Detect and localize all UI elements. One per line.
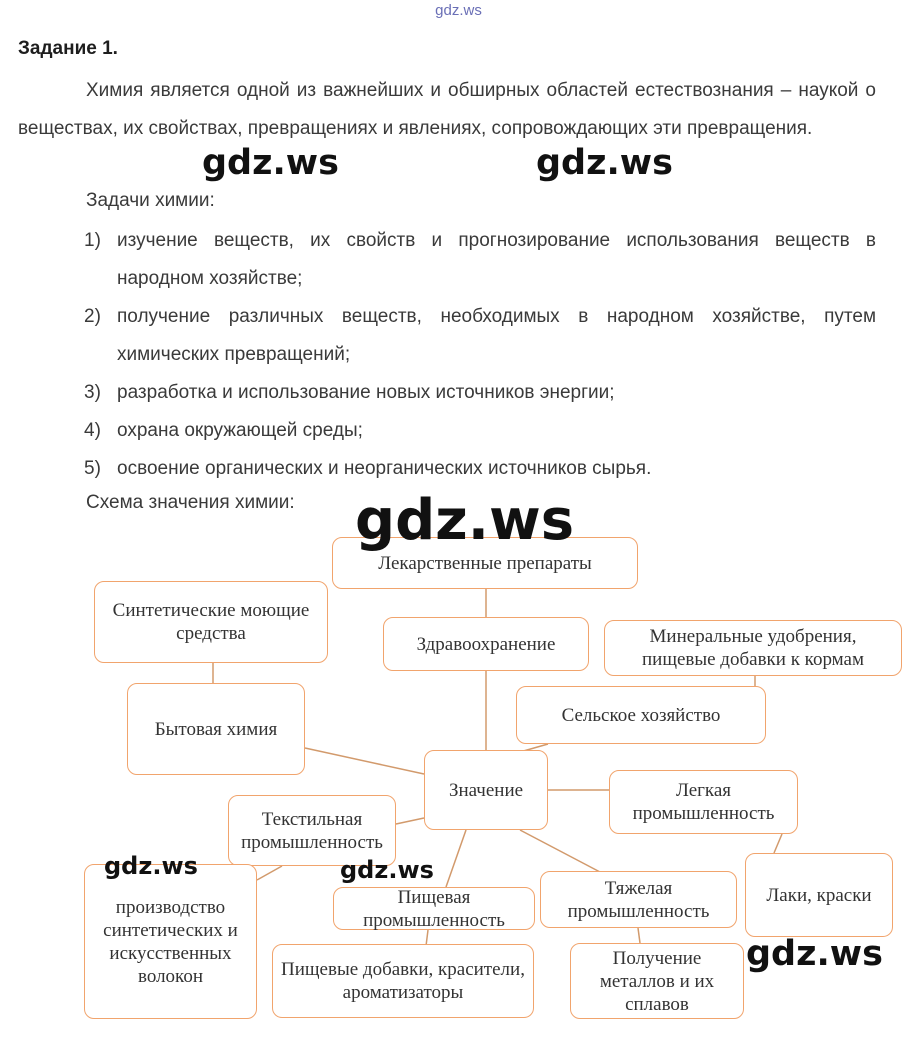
diagram-box-medicines: Лекарственные препараты [332,537,638,589]
top-watermark: gdz.ws [435,2,482,19]
connector [774,834,782,853]
watermark: gdz.ws [340,856,434,884]
intro-paragraph: Химия является одной из важнейших и обширных областей естествознания – наукой о веществах, их свойствах, превращениях и явлениях, сопровождающих эти превращения. [18,80,876,139]
diagram-box-fertilizers: Минеральные удобрения, пищевые добавки к кормам [604,620,902,676]
diagram-box-synthetic-detergents: Синтетические моющие средства [94,581,328,663]
connector [638,928,640,943]
list-item: 1) изучение веществ, их свойств и прогнозирование использования веществ в народном хозяйстве; [84,230,876,289]
connector [257,866,282,880]
connector [396,818,424,824]
list-item: 4) охрана окружающей среды; [84,420,363,441]
task-title: Задание 1. [18,38,118,59]
diagram-box-healthcare: Здравоохранение [383,617,589,671]
watermark: gdz.ws [104,852,198,880]
watermark: gdz.ws [746,934,883,974]
diagram-box-household-chemistry: Бытовая химия [127,683,305,775]
connector [305,748,424,774]
diagram-box-metals: Получение металлов и их сплавов [570,943,744,1019]
connector [520,830,600,872]
diagram-box-synthetic-fibers: производство синтетических и искусственных волокон [84,864,257,1019]
diagram-box-food-industry: Пищевая промышленность [333,887,535,930]
list-item: 3) разработка и использование новых источников энергии; [84,382,615,403]
diagram-box-heavy-industry: Тяжелая промышленность [540,871,737,928]
list-item: 5) освоение органических и неорганических источников сырья. [84,458,652,479]
diagram-box-center: Значение [424,750,548,830]
diagram-box-food-additives: Пищевые добавки, красители, ароматизаторы [272,944,534,1018]
diagram-box-agriculture: Сельское хозяйство [516,686,766,744]
watermark: gdz.ws [355,488,575,553]
diagram-box-textile-industry: Текстильная промышленность [228,795,396,866]
diagram-box-light-industry: Легкая промышленность [609,770,798,834]
watermark: gdz.ws [202,143,339,183]
scheme-heading: Схема значения химии: [86,492,295,513]
watermark: gdz.ws [536,143,673,183]
connector [446,830,466,887]
list-item: 2) получение различных веществ, необходимых в народном хозяйстве, путем химических превращений; [84,306,876,365]
tasks-heading: Задачи химии: [86,190,215,211]
diagram-box-varnishes-paints: Лаки, краски [745,853,893,937]
